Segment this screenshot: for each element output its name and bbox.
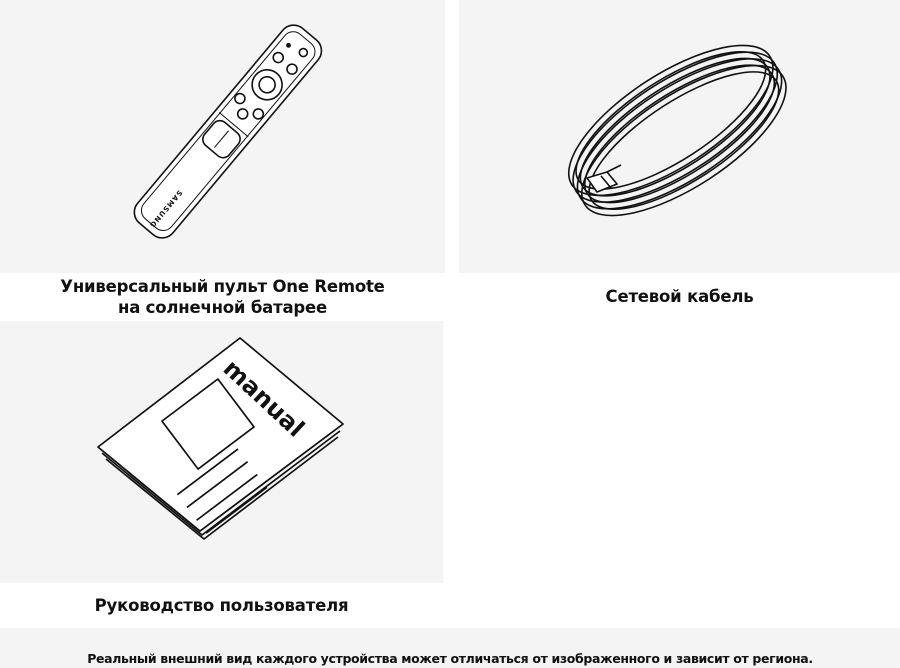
disclaimer-text: Реальный внешний вид каждого устройства может отличаться от изображенного и зависит от региона.: [87, 651, 813, 666]
remote-caption-line1: Универсальный пульт One Remote: [60, 277, 385, 296]
manual-cover-text: manual: [217, 354, 310, 443]
cable-caption: Сетевой кабель: [605, 287, 754, 306]
cable-image-panel: [459, 0, 900, 273]
remote-brand-text: SAMSUNG: [147, 188, 184, 230]
manual-booklet-icon: [0, 321, 443, 583]
manual-caption: Руководство пользователя: [94, 596, 349, 615]
remote-caption-line2: на солнечной батарее: [118, 298, 327, 317]
remote-control-icon: [0, 0, 445, 273]
power-cable-icon: [459, 0, 900, 273]
remote-image-panel: [0, 0, 445, 273]
manual-image-panel: [0, 321, 443, 583]
remote-caption: [0, 276, 445, 318]
